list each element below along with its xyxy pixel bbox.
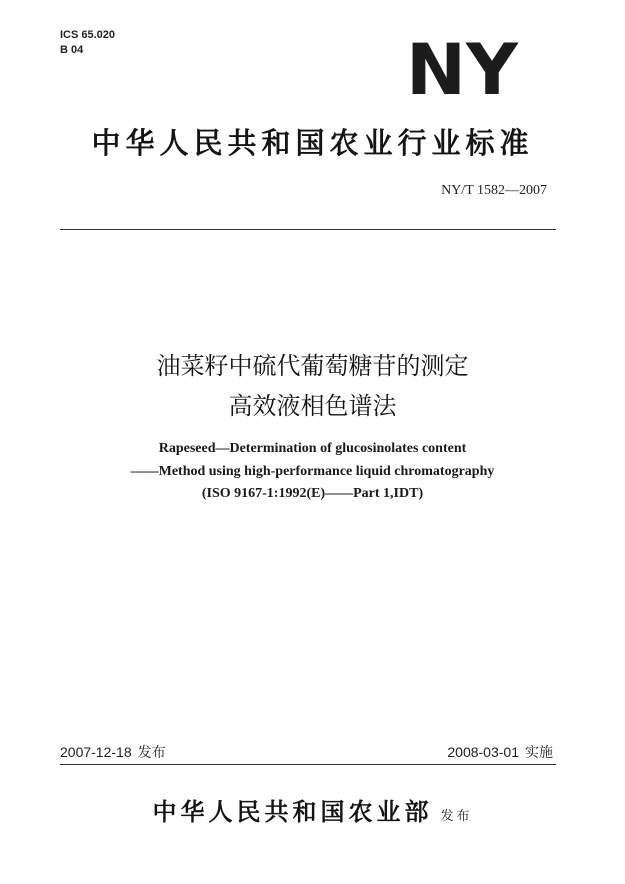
standard-category-title: 中华人民共和国农业行业标准 xyxy=(91,126,534,160)
bottom-divider xyxy=(60,764,556,765)
ics-code: ICS 65.020 xyxy=(60,29,116,41)
chinese-title-line-1: 油菜籽中硫代葡萄糖苷的测定 xyxy=(156,352,469,380)
top-divider xyxy=(60,229,556,230)
standard-number: NY/T 1582—2007 xyxy=(441,183,547,198)
english-title-line-3: (ISO 9167-1:1992(E)——Part 1,IDT) xyxy=(201,486,424,501)
issue-label: 发布 xyxy=(137,744,166,760)
implement-label: 实施 xyxy=(525,744,553,760)
ny-logo-text: NY xyxy=(406,30,520,100)
chinese-title-line-2: 高效液相色谱法 xyxy=(228,392,397,420)
english-title-line-1: Rapeseed—Determination of glucosinolates content xyxy=(158,441,467,456)
issuer-block xyxy=(0,792,625,827)
classification-codes xyxy=(60,28,115,58)
issue-date-block xyxy=(60,742,166,762)
issue-date: 2007-12-18 xyxy=(60,744,132,760)
publish-label: 发布 xyxy=(440,809,473,824)
implement-date: 2008-03-01 xyxy=(447,744,519,760)
ny-logo xyxy=(404,30,520,100)
english-title-line-2: ——Method using high-performance liquid chromatography xyxy=(130,464,495,479)
ccs-code: B 04 xyxy=(60,44,84,56)
implement-date-block xyxy=(447,742,553,762)
issuing-organization: 中华人民共和国农业部 xyxy=(152,797,433,826)
